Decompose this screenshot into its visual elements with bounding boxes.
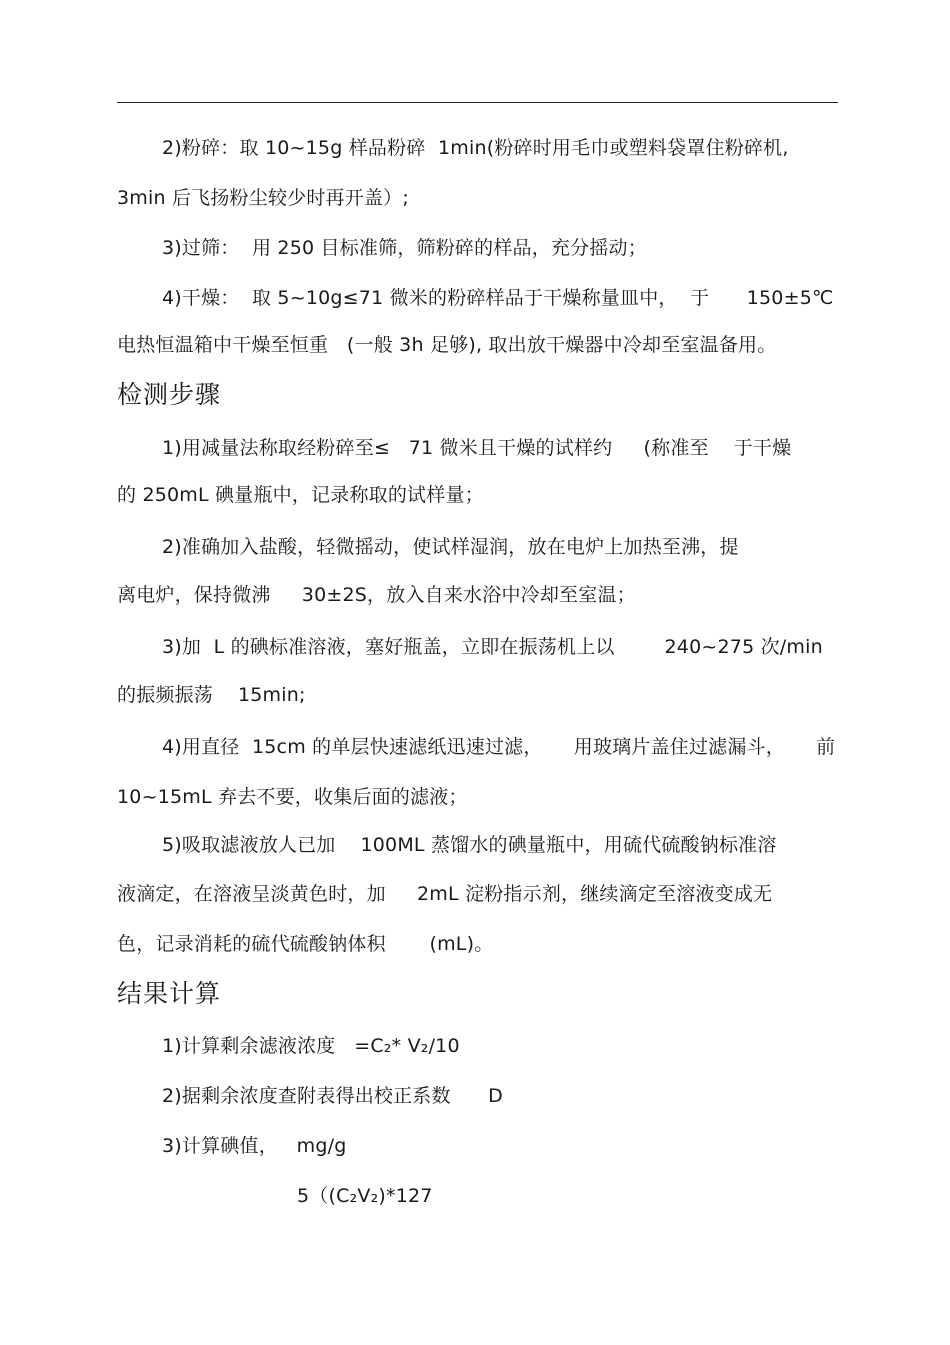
text-line: 2)据剩余浓度查附表得出校正系数 D bbox=[162, 1085, 503, 1107]
text-line: 液滴定，在溶液呈淡黄色时，加 2mL 淀粉指示剂，继续滴定至溶液变成无 bbox=[117, 883, 773, 905]
text-line: 10~15mL 弃去不要，收集后面的滤液； bbox=[117, 786, 468, 808]
section-heading-results: 结果计算 bbox=[117, 979, 222, 1008]
text-line: 3)加 L 的碘标准溶液，塞好瓶盖，立即在振荡机上以 240~275 次/min bbox=[162, 636, 823, 658]
header-rule bbox=[117, 102, 838, 103]
section-heading-detection: 检测步骤 bbox=[117, 380, 222, 409]
text-line: 离电炉，保持微沸 30±2S，放入自来水浴中冷却至室温； bbox=[117, 584, 636, 606]
text-line: 2)准确加入盐酸，轻微摇动，使试样湿润，放在电炉上加热至沸，提 bbox=[162, 536, 739, 558]
text-line: 的 250mL 碘量瓶中，记录称取的试样量； bbox=[117, 484, 484, 506]
text-line: 1)计算剩余滤液浓度 =C₂* V₂/10 bbox=[162, 1035, 460, 1057]
text-line: 色，记录消耗的硫代硫酸钠体积 (mL)。 bbox=[117, 933, 494, 955]
text-line: 5)吸取滤液放人已加 100ML 蒸馏水的碘量瓶中，用硫代硫酸钠标准溶 bbox=[162, 834, 777, 856]
text-line: 2)粉碎：取 10~15g 样品粉碎 1min(粉碎时用毛巾或塑料袋罩住粉碎机, bbox=[162, 137, 789, 159]
text-line: 的振频振荡 15min; bbox=[117, 684, 306, 706]
formula-line: 5（(C₂V₂)*127 bbox=[297, 1185, 433, 1207]
text-line: 4)用直径 15cm 的单层快速滤纸迅速过滤， 用玻璃片盖住过滤漏斗， 前 bbox=[162, 736, 836, 758]
text-line: 3min 后飞扬粉尘较少时再开盖）; bbox=[117, 187, 409, 209]
text-line: 3)计算碘值， mg/g bbox=[162, 1135, 347, 1157]
text-line: 电热恒温箱中干燥至恒重 (一般 3h 足够), 取出放干燥器中冷却至室温备用。 bbox=[117, 334, 777, 356]
text-line: 4)干燥： 取 5~10g≤71 微米的粉碎样品于干燥称量皿中， 于 150±5℃ bbox=[162, 287, 834, 309]
text-line: 1)用减量法称取经粉碎至≤ 71 微米且干燥的试样约 (称准至 于干燥 bbox=[162, 437, 792, 459]
text-line: 3)过筛： 用 250 目标准筛，筛粉碎的样品，充分摇动； bbox=[162, 237, 647, 259]
